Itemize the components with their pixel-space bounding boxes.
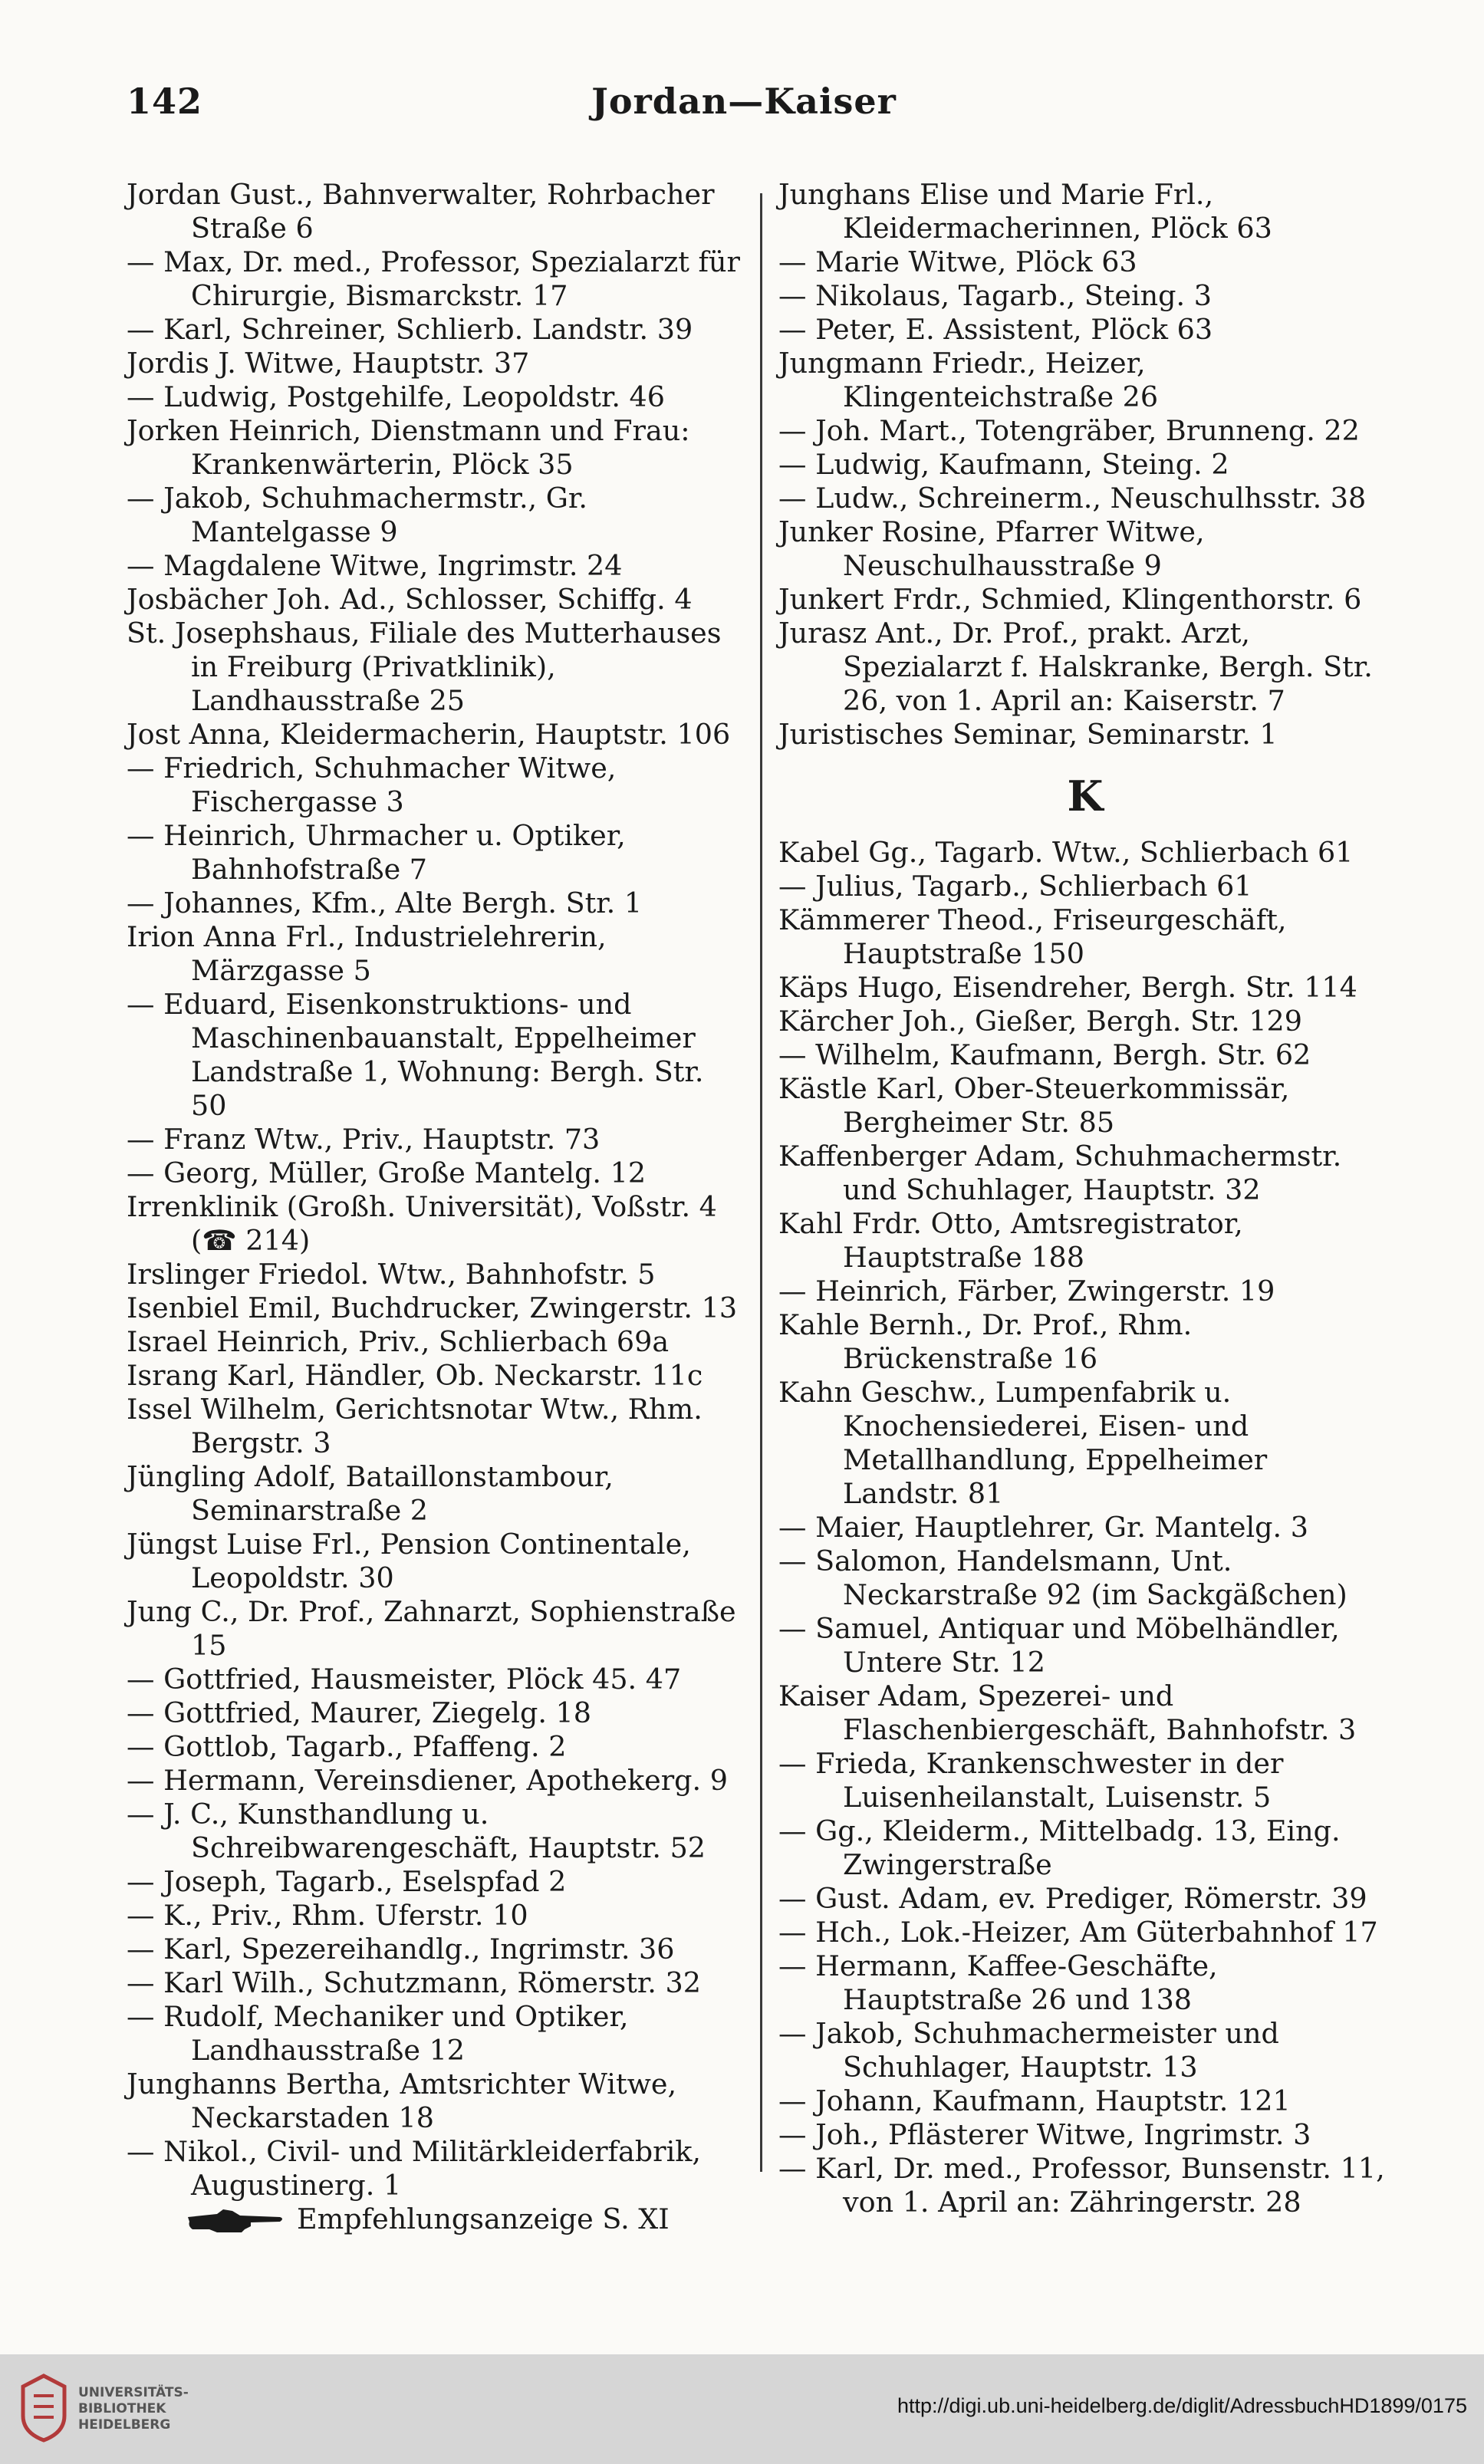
directory-entry: — Karl, Dr. med., Professor, Bunsenstr. 11, von 1. April an: Zähringerstr. 28 xyxy=(778,2152,1385,2219)
directory-entry: — Joh. Mart., Totengräber, Brunneng. 22 xyxy=(778,414,1360,447)
directory-entry: — J. C., Kunsthandlung u. Schreibwarengeschäft, Hauptstr. 52 xyxy=(127,1798,706,1864)
directory-entry: Kaffenberger Adam, Schuhmachermstr. und Schuhlager, Hauptstr. 32 xyxy=(778,1140,1342,1206)
directory-entry: Kahl Frdr. Otto, Amtsregistrator, Hauptstraße 188 xyxy=(778,1207,1243,1274)
directory-entry: — Jakob, Schuhmachermstr., Gr. Mantelgasse 9 xyxy=(127,482,587,548)
directory-entry: — Friedrich, Schuhmacher Witwe, Fischergasse 3 xyxy=(127,752,617,818)
directory-entry: Issel Wilhelm, Gerichtsnotar Wtw., Rhm. Bergstr. 3 xyxy=(127,1393,703,1459)
directory-entry: St. Josephshaus, Filiale des Mutterhauses in Freiburg (Privatklinik), Landhausstraße 25 xyxy=(127,617,722,717)
directory-entry: — Ludw., Schreinerm., Neuschulhsstr. 38 xyxy=(778,482,1367,515)
directory-entry: Israng Karl, Händler, Ob. Neckarstr. 11c xyxy=(127,1359,703,1392)
directory-entry: — Nikol., Civil- und Militärkleiderfabrik, Augustinerg. 1 xyxy=(127,2135,701,2202)
library-name-line2: BIBLIOTHEK xyxy=(78,2401,166,2416)
directory-entry: Jüngling Adolf, Bataillonstambour, Seminarstraße 2 xyxy=(127,1460,614,1527)
directory-entry: — Frieda, Krankenschwester in der Luisenheilanstalt, Luisenstr. 5 xyxy=(778,1747,1284,1814)
pointing-hand-icon xyxy=(186,2206,286,2237)
directory-entry: — Eduard, Eisenkonstruktions- und Maschinenbauanstalt, Eppelheimer Landstraße 1, Wohnung: Bergh. Str. 50 xyxy=(127,988,704,1122)
section-letter-heading: K xyxy=(1067,771,1104,821)
directory-entry: — Gust. Adam, ev. Prediger, Römerstr. 39 xyxy=(778,1882,1367,1915)
directory-entry: Kämmerer Theod., Friseurgeschäft, Hauptstraße 150 xyxy=(778,903,1287,970)
directory-entry: Kahn Geschw., Lumpenfabrik u. Knochensiederei, Eisen- und Metallhandlung, Eppelheimer Landstr. 81 xyxy=(778,1376,1268,1510)
directory-entry: — Karl, Spezereihandlg., Ingrimstr. 36 xyxy=(127,1933,675,1966)
directory-entry: — K., Priv., Rhm. Uferstr. 10 xyxy=(127,1899,528,1932)
library-name-line3: HEIDELBERG xyxy=(78,2417,171,2433)
directory-entry: — Peter, E. Assistent, Plöck 63 xyxy=(778,313,1213,346)
directory-entry: — Georg, Müller, Große Mantelg. 12 xyxy=(127,1156,647,1189)
ad-reference-line xyxy=(127,2202,740,2237)
directory-entry: — Joh., Pflästerer Witwe, Ingrimstr. 3 xyxy=(778,2118,1311,2151)
directory-entry: — Johann, Kaufmann, Hauptstr. 121 xyxy=(778,2084,1291,2117)
directory-entry: — Salomon, Handelsmann, Unt. Neckarstraße 92 (im Sackgäßchen) xyxy=(778,1545,1347,1611)
directory-entry: — Gottfried, Hausmeister, Plöck 45. 47 xyxy=(127,1663,682,1696)
page-number: 142 xyxy=(127,81,203,122)
directory-entry: — Hermann, Kaffee-Geschäfte, Hauptstraße 26 und 138 xyxy=(778,1949,1218,2016)
directory-entry: Israel Heinrich, Priv., Schlierbach 69a xyxy=(127,1325,670,1358)
running-head: Jordan—Kaiser xyxy=(591,81,897,122)
directory-entry: Kästle Karl, Ober-Steuerkommissär, Bergheimer Str. 85 xyxy=(778,1072,1290,1139)
directory-entry: — Max, Dr. med., Professor, Spezialarzt für Chirurgie, Bismarckstr. 17 xyxy=(127,245,740,312)
ad-reference-text: Empfehlungsanzeige S. XI xyxy=(297,2202,670,2235)
directory-entry: Irrenklinik (Großh. Universität), Voßstr. 4 (☎ 214) xyxy=(127,1190,717,1257)
directory-entry: Juristisches Seminar, Seminarstr. 1 xyxy=(778,718,1278,751)
directory-entry: — Magdalene Witwe, Ingrimstr. 24 xyxy=(127,549,623,582)
directory-entry: — Karl Wilh., Schutzmann, Römerstr. 32 xyxy=(127,1966,701,1999)
page-header xyxy=(127,81,1361,142)
directory-columns xyxy=(127,178,1384,2283)
directory-entry: — Gottlob, Tagarb., Pfaffeng. 2 xyxy=(127,1730,567,1763)
directory-entry: Junker Rosine, Pfarrer Witwe, Neuschulhausstraße 9 xyxy=(778,515,1205,582)
directory-entry: — Marie Witwe, Plöck 63 xyxy=(778,245,1137,278)
directory-entry: Kahle Bernh., Dr. Prof., Rhm. Brückenstraße 16 xyxy=(778,1308,1193,1375)
directory-entry: — Wilhelm, Kaufmann, Bergh. Str. 62 xyxy=(778,1038,1311,1071)
directory-entry: — Ludwig, Postgehilfe, Leopoldstr. 46 xyxy=(127,380,665,413)
directory-entry: Jüngst Luise Frl., Pension Continentale, Leopoldstr. 30 xyxy=(127,1528,691,1594)
directory-entry: — Karl, Schreiner, Schlierb. Landstr. 39 xyxy=(127,313,693,346)
directory-entry: Josbächer Joh. Ad., Schlosser, Schiffg. 4 xyxy=(127,583,693,616)
directory-entry: Irion Anna Frl., Industrielehrerin, Märzgasse 5 xyxy=(127,920,607,987)
right-column-j-entries xyxy=(778,178,1392,752)
library-name-line1: UNIVERSITÄTS- xyxy=(78,2385,189,2400)
directory-entry: — Hch., Lok.-Heizer, Am Güterbahnhof 17 xyxy=(778,1916,1378,1949)
directory-entry: Kabel Gg., Tagarb. Wtw., Schlierbach 61 xyxy=(778,836,1354,869)
left-column xyxy=(127,178,740,2237)
directory-entry: Jordan Gust., Bahnverwalter, Rohrbacher Straße 6 xyxy=(127,178,715,245)
source-url-link[interactable]: http://digi.ub.uni-heidelberg.de/diglit/AdressbuchHD1899/0175 xyxy=(897,2394,1467,2417)
directory-entry: — Samuel, Antiquar und Möbelhändler, Untere Str. 12 xyxy=(778,1612,1340,1679)
directory-entry: — Nikolaus, Tagarb., Steing. 3 xyxy=(778,279,1212,312)
directory-entry: — Franz Wtw., Priv., Hauptstr. 73 xyxy=(127,1123,601,1156)
directory-entry: Jorken Heinrich, Dienstmann und Frau: Krankenwärterin, Plöck 35 xyxy=(127,414,690,481)
directory-entry: — Hermann, Vereinsdiener, Apothekerg. 9 xyxy=(127,1764,728,1797)
directory-entry: Junghans Elise und Marie Frl., Kleidermacherinnen, Plöck 63 xyxy=(778,178,1272,245)
directory-entry: — Maier, Hauptlehrer, Gr. Mantelg. 3 xyxy=(778,1511,1308,1544)
right-column xyxy=(778,178,1392,2219)
directory-entry: — Heinrich, Färber, Zwingerstr. 19 xyxy=(778,1275,1275,1308)
library-footer xyxy=(0,2354,1484,2464)
directory-entry: Junkert Frdr., Schmied, Klingenthorstr. 6 xyxy=(778,583,1362,616)
directory-entry: Jungmann Friedr., Heizer, Klingenteichstraße 26 xyxy=(778,347,1159,413)
right-column-k-entries xyxy=(778,836,1392,2219)
library-name xyxy=(78,2385,189,2433)
directory-entry: — Heinrich, Uhrmacher u. Optiker, Bahnhofstraße 7 xyxy=(127,819,626,886)
directory-entry: Jordis J. Witwe, Hauptstr. 37 xyxy=(127,347,530,380)
directory-entry: — Jakob, Schuhmachermeister und Schuhlager, Hauptstr. 13 xyxy=(778,2017,1279,2084)
directory-entry: — Johannes, Kfm., Alte Bergh. Str. 1 xyxy=(127,887,643,919)
directory-entry: Jung C., Dr. Prof., Zahnarzt, Sophienstraße 15 xyxy=(127,1595,736,1662)
column-divider xyxy=(760,193,762,2172)
directory-entry: Irslinger Friedol. Wtw., Bahnhofstr. 5 xyxy=(127,1258,656,1291)
directory-entry: Junghanns Bertha, Amtsrichter Witwe, Neckarstaden 18 xyxy=(127,2068,677,2134)
directory-entry: Kärcher Joh., Gießer, Bergh. Str. 129 xyxy=(778,1005,1302,1038)
directory-entry: — Ludwig, Kaufmann, Steing. 2 xyxy=(778,448,1229,481)
directory-entry: Isenbiel Emil, Buchdrucker, Zwingerstr. 13 xyxy=(127,1291,738,1324)
directory-entry: Jost Anna, Kleidermacherin, Hauptstr. 106 xyxy=(127,718,731,751)
heidelberg-library-logo xyxy=(17,2373,71,2443)
directory-entry: — Julius, Tagarb., Schlierbach 61 xyxy=(778,870,1252,903)
directory-entry: Jurasz Ant., Dr. Prof., prakt. Arzt, Spezialarzt f. Halskranke, Bergh. Str. 26, von 1. April an: Kaiserstr. 7 xyxy=(778,617,1373,717)
directory-entry: — Gg., Kleiderm., Mittelbadg. 13, Eing. Zwingerstraße xyxy=(778,1814,1341,1881)
directory-entry: Kaiser Adam, Spezerei- und Flaschenbiergeschäft, Bahnhofstr. 3 xyxy=(778,1679,1357,1746)
directory-entry: — Rudolf, Mechaniker und Optiker, Landhausstraße 12 xyxy=(127,2000,629,2067)
directory-entry: — Gottfried, Maurer, Ziegelg. 18 xyxy=(127,1696,591,1729)
directory-entry: — Joseph, Tagarb., Eselspfad 2 xyxy=(127,1865,567,1898)
directory-entry: Käps Hugo, Eisendreher, Bergh. Str. 114 xyxy=(778,971,1357,1004)
